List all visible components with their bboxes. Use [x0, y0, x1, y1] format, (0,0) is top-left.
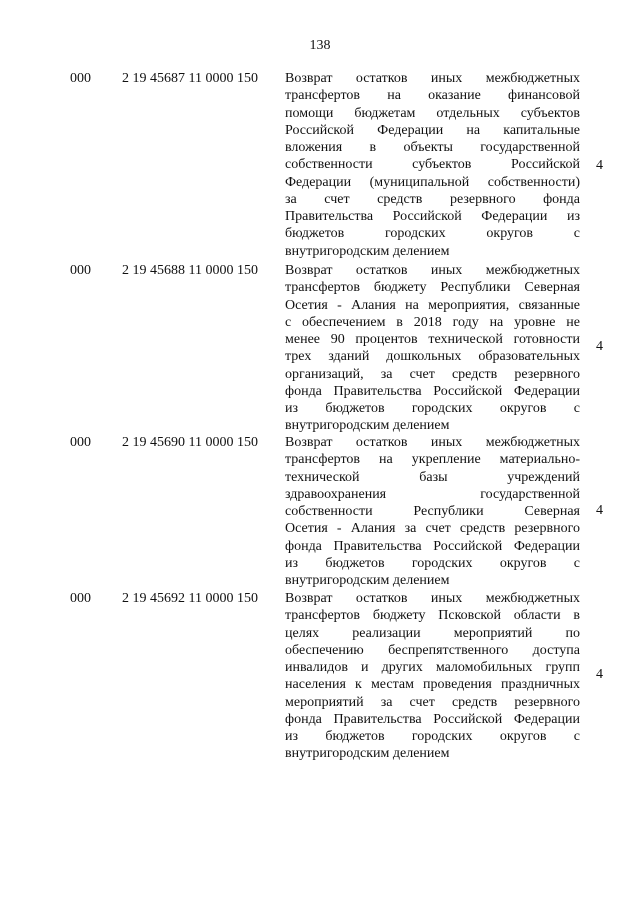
income-name-line: технической базы учреждений [285, 469, 580, 485]
income-name-line: собственности Республики Северная [285, 504, 580, 519]
admin-code: 000 [70, 263, 91, 278]
admin-code: 000 [70, 435, 91, 450]
income-name-line: Возврат остатков иных межбюджетных [285, 71, 580, 86]
income-name-line: инвалидов и других маломобильных групп [285, 660, 580, 675]
income-name [285, 590, 580, 763]
budget-classification-code: 2 19 45688 11 0000 150 [122, 263, 258, 278]
income-name-line: с обеспечением в 2018 году на уровне не [285, 314, 580, 330]
income-name-line: фонда Правительства Российской Федерации [285, 538, 580, 554]
admin-code: 000 [70, 71, 91, 86]
income-name [285, 70, 580, 260]
income-name-line: здравоохранения государственной [285, 486, 580, 502]
income-name-line: из бюджетов городских округов с [285, 729, 580, 744]
income-name-line: трансфертов бюджету Республики Северная [285, 280, 580, 296]
income-name-line: трансфертов на оказание финансовой [285, 88, 580, 104]
income-name [285, 262, 580, 435]
income-name-line: собственности субъектов Российской [285, 157, 580, 173]
income-name-line: Возврат остатков иных межбюджетных [285, 591, 580, 606]
budget-classification-code: 2 19 45690 11 0000 150 [122, 435, 258, 450]
income-name-line: трансфертов на укрепление материально- [285, 452, 580, 468]
income-name-line: внутригородским делением [285, 746, 450, 762]
income-name-line: фонда Правительства Российской Федерации [285, 711, 580, 727]
income-name-line: Осетия - Алания на мероприятия, связанные [285, 297, 580, 313]
row-value: 4 [596, 339, 603, 354]
income-name-line: организаций, за счет средств резервного [285, 366, 580, 382]
row-value: 4 [596, 503, 603, 518]
income-name-line: трех зданий дошкольных образовательных [285, 349, 580, 365]
income-name-line: обеспечению беспрепятственного доступа [285, 642, 580, 658]
income-name-line: за счет средств резервного фонда [285, 191, 580, 207]
income-name-line: Возврат остатков иных межбюджетных [285, 263, 580, 278]
income-name-line: мероприятий за счет средств резервного [285, 694, 580, 710]
admin-code: 000 [70, 591, 91, 606]
income-name-line: внутригородским делением [285, 418, 450, 434]
income-name-line: фонда Правительства Российской Федерации [285, 383, 580, 399]
row-value: 4 [596, 158, 603, 173]
income-name-line: трансфертов бюджету Псковской области в [285, 608, 580, 624]
row-value: 4 [596, 667, 603, 682]
income-name-line: Осетия - Алания за счет средств резервного [285, 521, 580, 537]
income-name-line: вложения в объекты государственной [285, 140, 580, 155]
income-name-line: целях реализации мероприятий по [285, 625, 580, 641]
income-name-line: Правительства Российской Федерации из [285, 209, 580, 224]
income-name-line: населения к местам проведения праздничных [285, 677, 580, 693]
income-name-line: бюджетов городских округов с [285, 226, 580, 242]
income-name-line: внутригородским делением [285, 243, 450, 259]
income-name-line: помощи бюджетам отдельных субъектов [285, 105, 580, 121]
income-name-line: из бюджетов городских округов с [285, 555, 580, 571]
income-name [285, 434, 580, 589]
budget-classification-code: 2 19 45692 11 0000 150 [122, 591, 258, 606]
income-name-line: внутригородским делением [285, 573, 450, 588]
income-name-line: менее 90 процентов технической готовности [285, 332, 580, 347]
income-name-line: Федерации (муниципальной собственности) [285, 174, 580, 190]
income-name-line: Возврат остатков иных межбюджетных [285, 435, 580, 450]
budget-classification-code: 2 19 45687 11 0000 150 [122, 71, 258, 86]
income-name-line: из бюджетов городских округов с [285, 401, 580, 416]
income-name-line: Российской Федерации на капитальные [285, 122, 580, 138]
page-number: 138 [309, 38, 331, 53]
